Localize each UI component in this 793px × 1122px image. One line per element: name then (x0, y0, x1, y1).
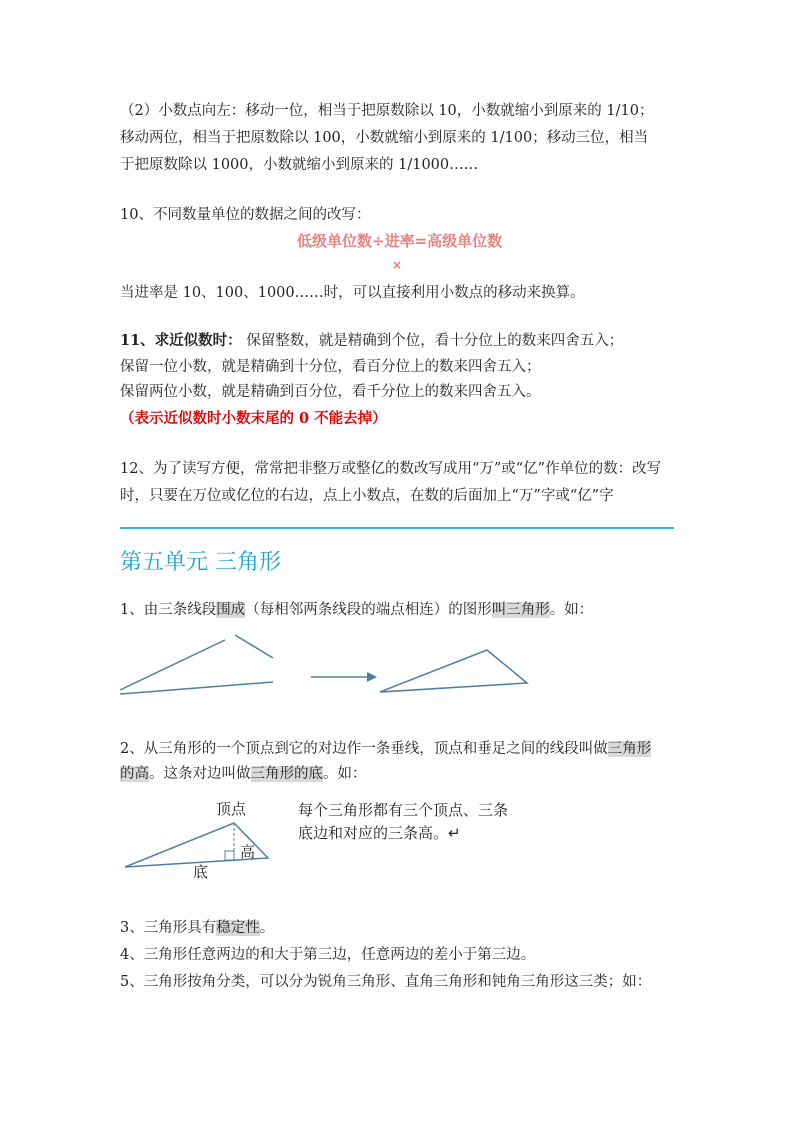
highlight: 的高 (120, 766, 149, 782)
highlight: 稳定性 (216, 920, 260, 936)
text-span: 1、由三条线段 (120, 602, 217, 618)
text-line: 当进率是 10、100、1000……时，可以直接利用小数点的移动来换算。 (120, 285, 585, 301)
triangle-definition (120, 600, 593, 620)
figure-caption: 底边和对应的三条高。↵ (298, 824, 461, 842)
section-11-line (120, 331, 623, 351)
text-line: 于把原数除以 1000，小数就缩小到原来的 1/1000…… (120, 157, 479, 173)
text-span: 。这条对边叫做 (149, 766, 251, 782)
highlight: 三角形的底 (250, 766, 323, 782)
text-span: 。 (259, 920, 275, 936)
base-definition (120, 764, 367, 784)
section-11-text: 保留整数，就是精确到个位，看十分位上的数来四舍五入； (246, 333, 624, 349)
base-label: 底 (193, 863, 209, 881)
text-line: 移动两位，相当于把原数除以 100，小数就缩小到原来的 1/100；移动三位，相当 (120, 130, 649, 146)
text-line: 时，只要在万位或亿位的右边，点上小数点，在数的后面加上“万”字或“亿”字 (120, 488, 614, 504)
text-line: 保留两位小数，就是精确到百分位，看千分位上的数来四舍五入。 (120, 384, 541, 400)
highlight: 三角形 (607, 741, 652, 757)
text-line: （2）小数点向左：移动一位，相当于把原数除以 10，小数就缩小到原来的 1/10； (120, 103, 654, 119)
section-10-title: 10、不同数量单位的数据之间的改写： (120, 207, 371, 223)
height-label: 高 (240, 843, 256, 861)
unit-heading: 第五单元 三角形 (120, 550, 281, 575)
section-divider (120, 527, 674, 529)
section-11-label: 11、求近似数时： (120, 332, 242, 349)
triangle-forming-figure (115, 620, 545, 700)
highlight: 围成 (216, 602, 246, 618)
text-line: 12、为了读写方便，常常把非整万或整亿的数改写成用“万”或“亿”作单位的数：改写 (120, 461, 662, 477)
formula-multiply: × (392, 258, 403, 272)
highlight: 叫三角形 (491, 602, 550, 618)
text-span: （每相邻两条线段的端点相连）的图形 (245, 602, 492, 618)
height-definition (120, 739, 651, 759)
text-span: 。如： (323, 766, 367, 782)
conversion-formula: 低级单位数÷进率=高级单位数 (297, 232, 503, 250)
text-line: 5、三角形按角分类，可以分为锐角三角形、直角三角形和钝角三角形这三类；如： (120, 974, 652, 990)
text-span: 3、三角形具有 (120, 920, 217, 936)
figure-caption: 每个三角形都有三个顶点、三条 (298, 801, 509, 819)
text-line: 保留一位小数，就是精确到十分位，看百分位上的数来四舍五入； (120, 359, 541, 375)
vertex-label: 顶点 (216, 800, 247, 818)
approx-warning: （表示近似数时小数末尾的 0 不能去掉） (120, 410, 387, 427)
text-span: 。如： (549, 602, 594, 618)
text-span: 2、从三角形的一个顶点到它的对边作一条垂线，顶点和垂足之间的线段叫做 (120, 741, 608, 757)
stability-line (120, 918, 274, 938)
text-line: 4、三角形任意两边的和大于第三边，任意两边的差小于第三边。 (120, 947, 536, 963)
